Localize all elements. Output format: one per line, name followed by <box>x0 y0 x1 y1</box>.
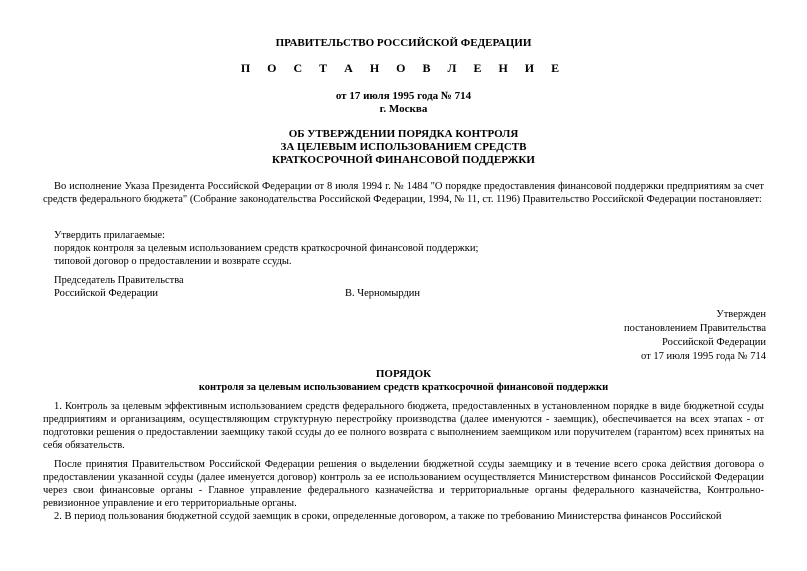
order-title: ПОРЯДОК <box>375 368 432 380</box>
preamble-paragraph: Во исполнение Указа Президента Российской Федерации от 8 июля 1994 г. № 1484 "О порядке предоставления финансовой поддержки предприятиям за счет средств федерального бюджета" (Собрание законодательства Российской Федерации, 1994, № 11, ст. 1196) Правительство Российской Федерации постановляет: <box>43 181 764 205</box>
signature-position: Российской Федерации <box>54 288 158 299</box>
approve-item: порядок контроля за целевым использованием средств краткосрочной финансовой поддержки; <box>54 243 479 254</box>
signature-position: Председатель Правительства <box>54 275 184 286</box>
document-city: г. Москва <box>379 103 428 115</box>
approval-stamp-line: Российской Федерации <box>662 337 766 348</box>
approval-stamp-line: Утвержден <box>716 309 766 320</box>
document-title <box>0 128 807 167</box>
approve-item: типовой договор о предоставлении и возврате ссуды. <box>54 256 292 267</box>
document-title-line: ОБ УТВЕРЖДЕНИИ ПОРЯДКА КОНТРОЛЯ <box>288 128 519 140</box>
document-date-number: от 17 июля 1995 года № 714 <box>335 90 472 102</box>
order-paragraph: 1. Контроль за целевым эффективным использованием средств федерального бюджета, предоставленных в установленном порядке в виде бюджетной ссуды предприятиям и организациям, осуществляющим структурную перестройку производства (далее именуются - заемщик), обеспечивается на всех этапах - от подготовки решения о предоставлении заемщику такой ссуды до ее полного возврата с выполнением заемщиком или поручителем (гарантом) всех принятых на себя обязательств. <box>43 401 764 451</box>
document-type-heading: П О С Т А Н О В Л Е Н И Е <box>240 61 567 75</box>
approval-stamp-line: от 17 июля 1995 года № 714 <box>641 351 766 362</box>
order-paragraph: 2. В период пользования бюджетной ссудой заемщик в сроки, определенные договором, а также по требованию Министерства финансов Российской <box>54 511 722 522</box>
approval-stamp <box>506 308 766 364</box>
approval-stamp-line: постановлением Правительства <box>623 323 766 334</box>
order-paragraph: После принятия Правительством Российской Федерации решения о выделении бюджетной ссуды заемщику и в течение всего срока действия договора о предоставлении указанной ссуды (далее именуется договор) контроль за ее использованием осуществляется Министерством финансов Российской Федерации через свои финансовые органы - Главное управление федерального казначейства и территориальные органы федерального казначейства, Контрольно-ревизионное управление и его территориальные органы. <box>43 459 764 509</box>
document-title-line: ЗА ЦЕЛЕВЫМ ИСПОЛЬЗОВАНИЕМ СРЕДСТВ <box>280 141 527 153</box>
order-subtitle: контроля за целевым использованием средств краткосрочной финансовой поддержки <box>198 382 609 393</box>
organization-heading: ПРАВИТЕЛЬСТВО РОССИЙСКОЙ ФЕДЕРАЦИИ <box>275 37 532 49</box>
approve-heading: Утвердить прилагаемые: <box>54 230 165 241</box>
signature-name: В. Черномырдин <box>345 288 421 299</box>
document-title-line: КРАТКОСРОЧНОЙ ФИНАНСОВОЙ ПОДДЕРЖКИ <box>272 154 535 166</box>
